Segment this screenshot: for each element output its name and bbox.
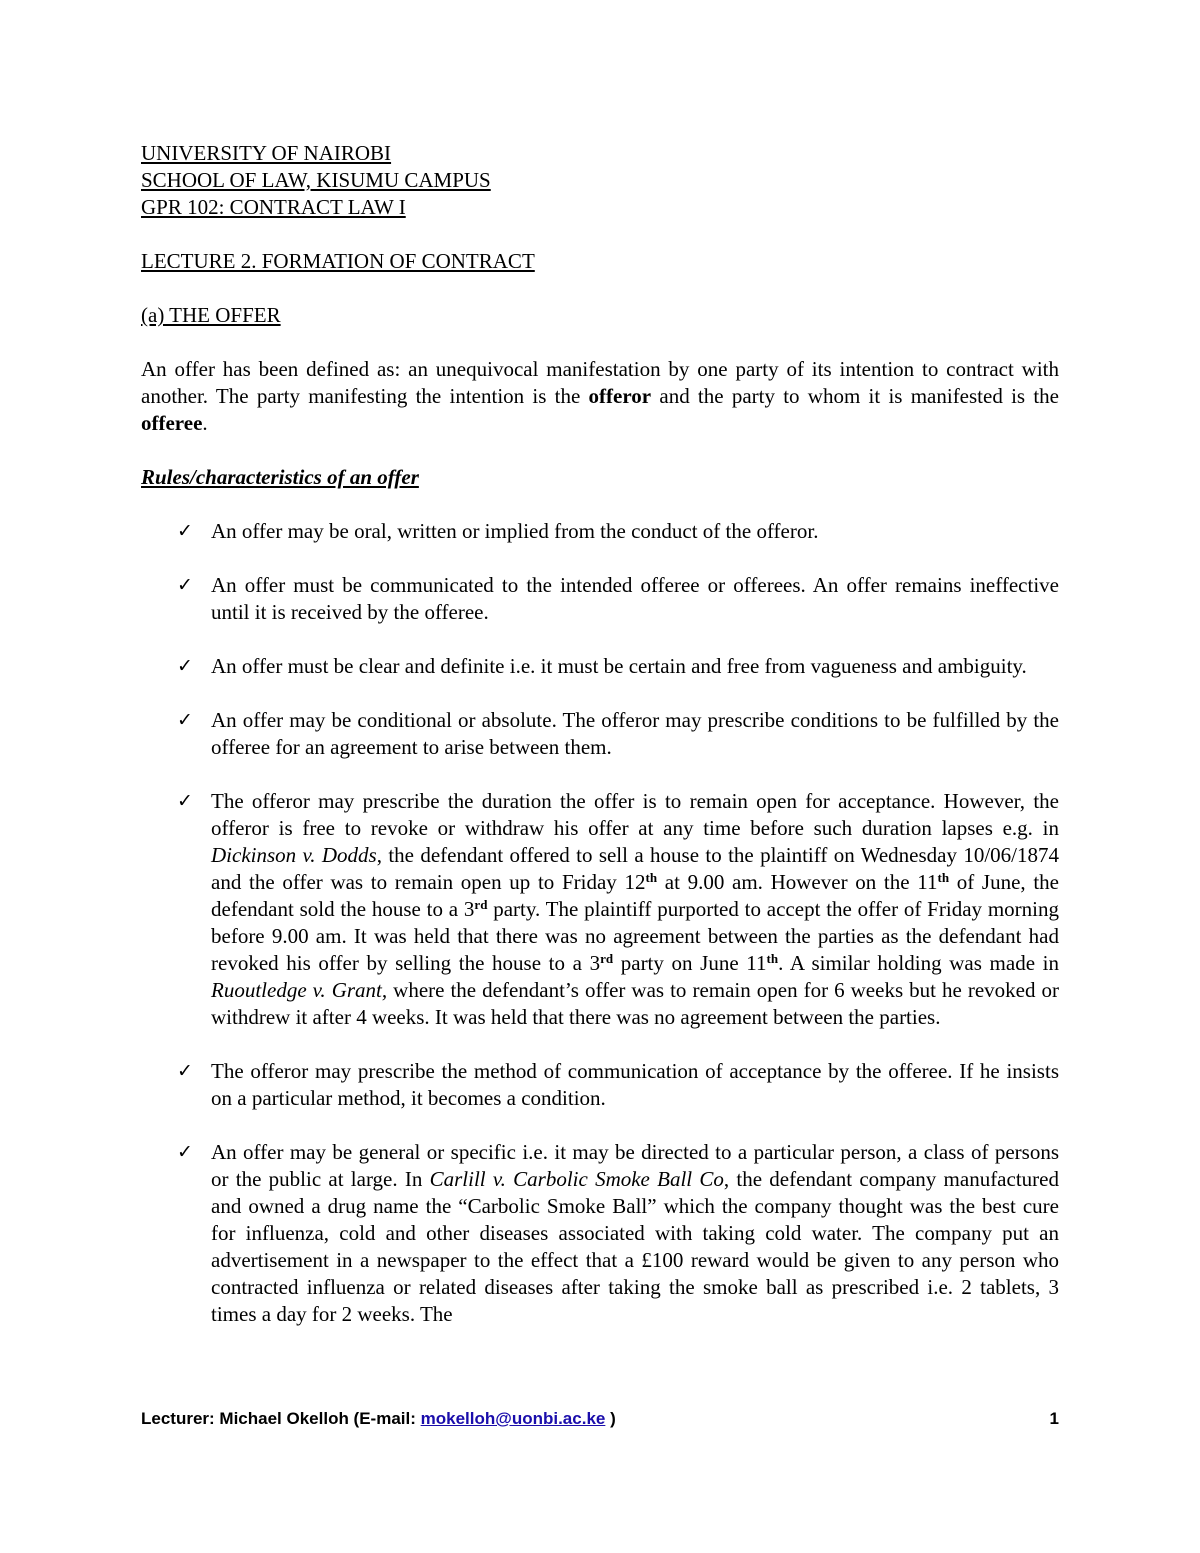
checkmark-icon: ✓ [177, 1141, 193, 1163]
university-name: UNIVERSITY OF NAIROBI [141, 141, 392, 165]
checkmark-icon: ✓ [177, 790, 193, 812]
term-offeree: offeree [141, 411, 203, 435]
case-name: Dickinson v. Dodds [211, 843, 377, 867]
page-number: 1 [1049, 1409, 1059, 1428]
rule-item: ✓ An offer must be clear and definite i.e. it must be certain and free from vagueness and ambiguity. [177, 654, 1027, 678]
section-title: (a) THE OFFER [141, 303, 281, 327]
rules-list [141, 518, 1059, 1328]
checkmark-icon: ✓ [177, 655, 193, 677]
lecture-title: LECTURE 2. FORMATION OF CONTRACT [141, 249, 535, 273]
checkmark-icon: ✓ [177, 709, 193, 731]
rule-item: ✓ An offer may be conditional or absolute. The offeror may prescribe conditions to be fulfilled by the offeree for an agreement to arise between them. [177, 708, 1059, 759]
case-name: Carlill v. Carbolic Smoke Ball Co [429, 1167, 724, 1191]
checkmark-icon: ✓ [177, 1060, 193, 1082]
rule-item: ✓ An offer must be communicated to the intended offeree or offerees. An offer remains ineffective until it is received by the offeree. [177, 573, 1059, 624]
lecturer-credit: Lecturer: Michael Okelloh (E-mail: mokelloh@uonbi.ac.ke ) [141, 1409, 616, 1428]
rule-item: ✓ The offeror may prescribe the method of communication of acceptance by the offeree. If he insists on a particular method, it becomes a condition. [177, 1059, 1059, 1110]
checkmark-icon: ✓ [177, 574, 193, 596]
rule-item: ✓ An offer may be general or specific i.e. it may be directed to a particular person, a class of persons or the public at large. In Carlill v. Carbolic Smoke Ball Co, the defendant company manufactured and owned a drug name the “Carbolic Smoke Ball” which the company thought was the best cure for influenza, cold and other diseases associated with taking cold water. The company put an advertisement in a newspaper to the effect that a £100 reward would be given to any person who contracted influenza or related diseases after taking the smoke ball as prescribed i.e. 2 tablets, 3 times a day for 2 weeks. The [177, 1140, 1059, 1326]
term-offeror: offeror [588, 384, 652, 408]
rule-item: ✓ An offer may be oral, written or implied from the conduct of the offeror. [177, 519, 819, 543]
rule-item: ✓ The offeror may prescribe the duration the offer is to remain open for acceptance. However, the offeror is free to revoke or withdraw his offer at any time before such duration lapses e.g. in Dickinson v. Dodds, the defendant offered to sell a house to the plaintiff on Wednesday 10/06/1874 and the offer was to remain open up to Friday 12th at 9.00 am. However on the 11th of June, the defendant sold the house to a 3rd party. The plaintiff purported to accept the offer of Friday morning before 9.00 am. It was held that there was no agreement between the parties as the defendant had revoked his offer by selling the house to a 3rd party on June 11th. A similar holding was made in Ruoutledge v. Grant, where the defendant’s offer was to remain open for 6 weeks but he revoked or withdrew it after 4 weeks. It was held that there was no agreement between the parties. [177, 789, 1059, 1029]
document-page [141, 140, 1059, 1355]
intro-paragraph: An offer has been defined as: an unequivocal manifestation by one party of its intention to contract with another. The party manifesting the intention is the offeror and the party to whom it is manifested is the offeree. [141, 357, 1059, 435]
case-name: Ruoutledge v. Grant, [211, 978, 388, 1002]
course-title: GPR 102: CONTRACT LAW I [141, 195, 406, 219]
checkmark-icon: ✓ [177, 520, 193, 542]
email-link[interactable]: mokelloh@uonbi.ac.ke [420, 1409, 606, 1428]
rules-heading: Rules/characteristics of an offer [141, 465, 419, 489]
page-footer [141, 1409, 1059, 1429]
school-name: SCHOOL OF LAW, KISUMU CAMPUS [141, 168, 491, 192]
